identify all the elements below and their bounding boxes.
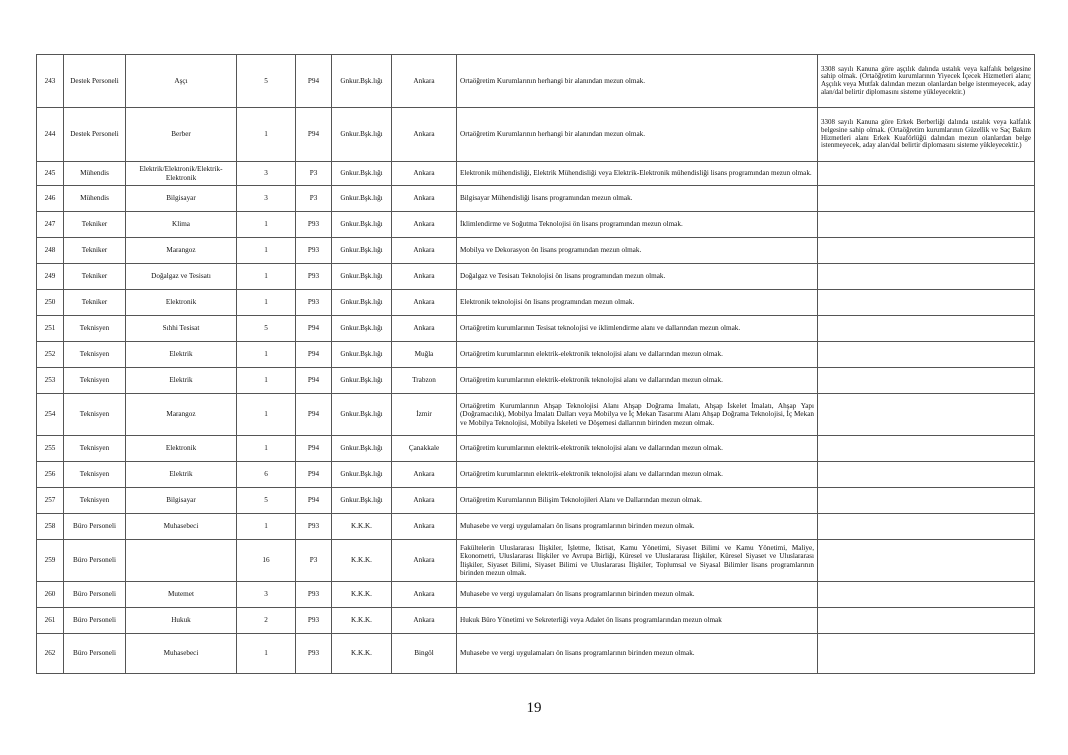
- table-row: [37, 394, 1035, 436]
- cell-note: [818, 394, 1035, 436]
- cell-unit: Gnkur.Bşk.lığı: [332, 212, 392, 238]
- cell-city: Ankara: [392, 108, 457, 162]
- cell-field: Bilgisayar: [126, 186, 237, 212]
- cell-title: Tekniker: [64, 264, 126, 290]
- cell-quantity: 1: [237, 634, 296, 674]
- cell-note: [818, 582, 1035, 608]
- table-row: [37, 342, 1035, 368]
- cell-no: 248: [37, 238, 64, 264]
- cell-quantity: 5: [237, 316, 296, 342]
- table-row: [37, 436, 1035, 462]
- cell-note: [818, 342, 1035, 368]
- page-number: 19: [526, 700, 542, 716]
- cell-qualification: Mobilya ve Dekorasyon ön lisans programından mezun olmak.: [457, 238, 818, 264]
- cell-no: 246: [37, 186, 64, 212]
- cell-no: 260: [37, 582, 64, 608]
- cell-field: Hukuk: [126, 608, 237, 634]
- cell-field: Elektrik: [126, 368, 237, 394]
- cell-no: 250: [37, 290, 64, 316]
- cell-score-type: P3: [296, 162, 332, 186]
- cell-quantity: 1: [237, 394, 296, 436]
- cell-quantity: 1: [237, 342, 296, 368]
- cell-quantity: 3: [237, 162, 296, 186]
- cell-title: Mühendis: [64, 162, 126, 186]
- table-row: [37, 488, 1035, 514]
- cell-note: [818, 540, 1035, 582]
- cell-no: 257: [37, 488, 64, 514]
- cell-score-type: P94: [296, 394, 332, 436]
- table-row: [37, 212, 1035, 238]
- cell-title: Teknisyen: [64, 316, 126, 342]
- table-row: [37, 462, 1035, 488]
- table-row: [37, 316, 1035, 342]
- cell-no: 244: [37, 108, 64, 162]
- cell-city: Ankara: [392, 608, 457, 634]
- cell-qualification: Muhasebe ve vergi uygulamaları ön lisans programlarının birinden mezun olmak.: [457, 634, 818, 674]
- cell-field: Elektrik: [126, 462, 237, 488]
- cell-field: Mutemet: [126, 582, 237, 608]
- cell-quantity: 1: [237, 514, 296, 540]
- cell-no: 258: [37, 514, 64, 540]
- cell-field: Sıhhi Tesisat: [126, 316, 237, 342]
- cell-city: İzmir: [392, 394, 457, 436]
- cell-unit: Gnkur.Bşk.lığı: [332, 394, 392, 436]
- cell-title: Büro Personeli: [64, 608, 126, 634]
- cell-qualification: Elektronik teknolojisi ön lisans programından mezun olmak.: [457, 290, 818, 316]
- cell-city: Ankara: [392, 212, 457, 238]
- cell-city: Bingöl: [392, 634, 457, 674]
- cell-no: 256: [37, 462, 64, 488]
- cell-field: Berber: [126, 108, 237, 162]
- cell-qualification: Ortaöğretim kurumlarının elektrik-elektronik teknolojisi alanı ve dallarından mezun olmak.: [457, 436, 818, 462]
- cell-city: Ankara: [392, 264, 457, 290]
- cell-unit: K.K.K.: [332, 514, 392, 540]
- cell-no: 251: [37, 316, 64, 342]
- table-row: [37, 368, 1035, 394]
- cell-note: [818, 462, 1035, 488]
- cell-qualification: Elektronik mühendisliği, Elektrik Mühendisliği veya Elektrik-Elektronik mühendisliği lisans programından mezun olmak.: [457, 162, 818, 186]
- table-row: [37, 540, 1035, 582]
- cell-quantity: 6: [237, 462, 296, 488]
- cell-note: [818, 186, 1035, 212]
- cell-title: Destek Personeli: [64, 55, 126, 108]
- cell-note: [818, 368, 1035, 394]
- cell-title: Büro Personeli: [64, 540, 126, 582]
- cell-field: Aşçı: [126, 55, 237, 108]
- cell-title: Teknisyen: [64, 436, 126, 462]
- cell-qualification: Ortaöğretim Kurumlarının herhangi bir alanından mezun olmak.: [457, 108, 818, 162]
- cell-quantity: 5: [237, 55, 296, 108]
- cell-city: Çanakkale: [392, 436, 457, 462]
- cell-unit: Gnkur.Bşk.lığı: [332, 186, 392, 212]
- table-row: [37, 238, 1035, 264]
- cell-no: 252: [37, 342, 64, 368]
- cell-note: 3308 sayılı Kanuna göre aşçılık dalında ustalık veya kalfalık belgesine sahip olmak. (Ortaöğretim kurumlarının Yiyecek İçecek Hizmetleri alanı; Aşçılık veya Mutfak dalından mezun olanlardan belge istenmeyecek, aday alan/dal belirtir diplomasını sisteme yükleyecektir.): [818, 55, 1035, 108]
- cell-qualification: Muhasebe ve vergi uygulamaları ön lisans programlarının birinden mezun olmak.: [457, 582, 818, 608]
- cell-score-type: P93: [296, 608, 332, 634]
- cell-field: Elektrik/Elektronik/Elektrik-Elektronik: [126, 162, 237, 186]
- cell-note: [818, 634, 1035, 674]
- cell-score-type: P94: [296, 342, 332, 368]
- cell-qualification: Ortaöğretim kurumlarının elektrik-elektronik teknolojisi alanı ve dallarından mezun olmak.: [457, 342, 818, 368]
- cell-quantity: 1: [237, 108, 296, 162]
- cell-unit: Gnkur.Bşk.lığı: [332, 368, 392, 394]
- cell-note: [818, 316, 1035, 342]
- cell-city: Muğla: [392, 342, 457, 368]
- cell-field: Elektronik: [126, 436, 237, 462]
- cell-no: 255: [37, 436, 64, 462]
- cell-unit: Gnkur.Bşk.lığı: [332, 488, 392, 514]
- cell-no: 243: [37, 55, 64, 108]
- cell-city: Ankara: [392, 290, 457, 316]
- cell-title: Teknisyen: [64, 488, 126, 514]
- cell-qualification: İklimlendirme ve Soğutma Teknolojisi ön lisans programından mezun olmak.: [457, 212, 818, 238]
- cell-quantity: 1: [237, 212, 296, 238]
- positions-table: [36, 54, 1035, 674]
- cell-city: Ankara: [392, 540, 457, 582]
- cell-qualification: Hukuk Büro Yönetimi ve Sekreterliği veya Adalet ön lisans programlarından mezun olmak: [457, 608, 818, 634]
- cell-field: Elektronik: [126, 290, 237, 316]
- cell-quantity: 1: [237, 264, 296, 290]
- cell-field: [126, 540, 237, 582]
- cell-quantity: 1: [237, 368, 296, 394]
- cell-note: [818, 514, 1035, 540]
- cell-title: Teknisyen: [64, 368, 126, 394]
- cell-score-type: P94: [296, 316, 332, 342]
- cell-field: Klima: [126, 212, 237, 238]
- cell-qualification: Muhasebe ve vergi uygulamaları ön lisans programlarının birinden mezun olmak.: [457, 514, 818, 540]
- cell-note: [818, 436, 1035, 462]
- cell-no: 259: [37, 540, 64, 582]
- table-row: [37, 186, 1035, 212]
- cell-city: Ankara: [392, 488, 457, 514]
- cell-field: Elektrik: [126, 342, 237, 368]
- cell-quantity: 1: [237, 238, 296, 264]
- cell-score-type: P94: [296, 488, 332, 514]
- table-row: [37, 264, 1035, 290]
- table-row: [37, 55, 1035, 108]
- cell-score-type: P93: [296, 212, 332, 238]
- cell-score-type: P93: [296, 582, 332, 608]
- cell-score-type: P3: [296, 186, 332, 212]
- cell-score-type: P93: [296, 238, 332, 264]
- cell-city: Ankara: [392, 238, 457, 264]
- cell-no: 261: [37, 608, 64, 634]
- cell-score-type: P3: [296, 540, 332, 582]
- cell-quantity: 3: [237, 582, 296, 608]
- cell-qualification: Ortaöğretim kurumlarının elektrik-elektronik teknolojisi alanı ve dallarından mezun olmak.: [457, 462, 818, 488]
- cell-quantity: 3: [237, 186, 296, 212]
- cell-unit: Gnkur.Bşk.lığı: [332, 264, 392, 290]
- table-row: [37, 634, 1035, 674]
- table-row: [37, 514, 1035, 540]
- cell-unit: Gnkur.Bşk.lığı: [332, 108, 392, 162]
- cell-score-type: P93: [296, 634, 332, 674]
- cell-field: Muhasebeci: [126, 514, 237, 540]
- cell-note: [818, 162, 1035, 186]
- table-row: [37, 162, 1035, 186]
- cell-title: Büro Personeli: [64, 634, 126, 674]
- cell-unit: Gnkur.Bşk.lığı: [332, 462, 392, 488]
- cell-unit: K.K.K.: [332, 608, 392, 634]
- cell-score-type: P93: [296, 514, 332, 540]
- cell-no: 249: [37, 264, 64, 290]
- cell-qualification: Ortaöğretim kurumlarının elektrik-elektronik teknolojisi alanı ve dallarından mezun olmak.: [457, 368, 818, 394]
- cell-unit: Gnkur.Bşk.lığı: [332, 316, 392, 342]
- positions-table-body: [37, 55, 1035, 674]
- cell-field: Doğalgaz ve Tesisatı: [126, 264, 237, 290]
- cell-qualification: Ortaöğretim Kurumlarının Bilişim Teknolojileri Alanı ve Dallarından mezun olmak.: [457, 488, 818, 514]
- cell-unit: Gnkur.Bşk.lığı: [332, 290, 392, 316]
- table-row: [37, 582, 1035, 608]
- cell-field: Muhasebeci: [126, 634, 237, 674]
- cell-title: Büro Personeli: [64, 582, 126, 608]
- table-row: [37, 290, 1035, 316]
- cell-quantity: 1: [237, 436, 296, 462]
- cell-qualification: Ortaöğretim Kurumlarının herhangi bir alanından mezun olmak.: [457, 55, 818, 108]
- cell-note: [818, 238, 1035, 264]
- cell-title: Tekniker: [64, 238, 126, 264]
- table-row: [37, 608, 1035, 634]
- cell-field: Marangoz: [126, 394, 237, 436]
- cell-city: Ankara: [392, 316, 457, 342]
- cell-score-type: P94: [296, 436, 332, 462]
- cell-title: Tekniker: [64, 212, 126, 238]
- cell-score-type: P93: [296, 264, 332, 290]
- cell-qualification: Bilgisayar Mühendisliği lisans programından mezun olmak.: [457, 186, 818, 212]
- cell-city: Ankara: [392, 162, 457, 186]
- cell-unit: K.K.K.: [332, 540, 392, 582]
- cell-title: Teknisyen: [64, 394, 126, 436]
- cell-title: Destek Personeli: [64, 108, 126, 162]
- cell-no: 262: [37, 634, 64, 674]
- cell-note: [818, 212, 1035, 238]
- cell-field: Bilgisayar: [126, 488, 237, 514]
- cell-city: Ankara: [392, 186, 457, 212]
- cell-no: 254: [37, 394, 64, 436]
- table-row: [37, 108, 1035, 162]
- cell-unit: Gnkur.Bşk.lığı: [332, 436, 392, 462]
- cell-title: Mühendis: [64, 186, 126, 212]
- cell-unit: K.K.K.: [332, 634, 392, 674]
- cell-note: [818, 488, 1035, 514]
- cell-city: Trabzon: [392, 368, 457, 394]
- cell-quantity: 16: [237, 540, 296, 582]
- cell-qualification: Ortaöğretim kurumlarının Tesisat teknolojisi ve iklimlendirme alanı ve dallarından mezun olmak.: [457, 316, 818, 342]
- cell-quantity: 2: [237, 608, 296, 634]
- cell-note: 3308 sayılı Kanuna göre Erkek Berberliği dalında ustalık veya kalfalık belgesine sahip olmak. (Ortaöğretim kurumlarının Güzellik ve Saç Bakım Hizmetleri alanı Erkek Kuaförlüğü dalından mezun olanlardan belge istenmeyecek, aday alan/dal belirtir diplomasını sisteme yükleyecektir.): [818, 108, 1035, 162]
- cell-score-type: P94: [296, 108, 332, 162]
- cell-unit: Gnkur.Bşk.lığı: [332, 162, 392, 186]
- cell-unit: Gnkur.Bşk.lığı: [332, 55, 392, 108]
- cell-score-type: P94: [296, 55, 332, 108]
- cell-unit: Gnkur.Bşk.lığı: [332, 238, 392, 264]
- cell-city: Ankara: [392, 55, 457, 108]
- cell-city: Ankara: [392, 462, 457, 488]
- cell-no: 247: [37, 212, 64, 238]
- cell-title: Tekniker: [64, 290, 126, 316]
- cell-score-type: P94: [296, 462, 332, 488]
- cell-title: Büro Personeli: [64, 514, 126, 540]
- cell-city: Ankara: [392, 582, 457, 608]
- cell-title: Teknisyen: [64, 462, 126, 488]
- cell-unit: Gnkur.Bşk.lığı: [332, 342, 392, 368]
- cell-qualification: Fakültelerin Uluslararası İlişkiler, İşletme, İktisat, Kamu Yönetimi, Siyaset Bilimi ve Kamu Yönetimi, Maliye, Ekonometri, Uluslararası İlişkiler ve Avrupa Birliği, Küresel ve Uluslararası İlişkiler, Küresel Siyaset ve Uluslararası İlişkiler, Siyaset Bilimi, Siyaset Bilimi ve Uluslararası İlişkiler, Toplumsal ve Siyasal Bilimler lisans programlarının birinden mezun olmak.: [457, 540, 818, 582]
- cell-note: [818, 264, 1035, 290]
- cell-quantity: 5: [237, 488, 296, 514]
- cell-field: Marangoz: [126, 238, 237, 264]
- cell-title: Teknisyen: [64, 342, 126, 368]
- cell-qualification: Doğalgaz ve Tesisatı Teknolojisi ön lisans programından mezun olmak.: [457, 264, 818, 290]
- cell-note: [818, 290, 1035, 316]
- cell-no: 245: [37, 162, 64, 186]
- cell-qualification: Ortaöğretim Kurumlarının Ahşap Teknolojisi Alanı Ahşap Doğrama İmalatı, Ahşap İskelet İmalatı, Ahşap Yapı (Doğramacılık), Mobilya İmalatı Dalları veya Mobilya ve İç Mekan Tasarımı Alanı Ahşap Doğrama Teknolojisi, İç Mekan ve Mobilya Teknolojisi, Mobilya İskeleti ve Döşemesi dallarının birinden mezun olmak.: [457, 394, 818, 436]
- cell-score-type: P94: [296, 368, 332, 394]
- cell-score-type: P93: [296, 290, 332, 316]
- cell-unit: K.K.K.: [332, 582, 392, 608]
- cell-no: 253: [37, 368, 64, 394]
- cell-quantity: 1: [237, 290, 296, 316]
- cell-city: Ankara: [392, 514, 457, 540]
- cell-note: [818, 608, 1035, 634]
